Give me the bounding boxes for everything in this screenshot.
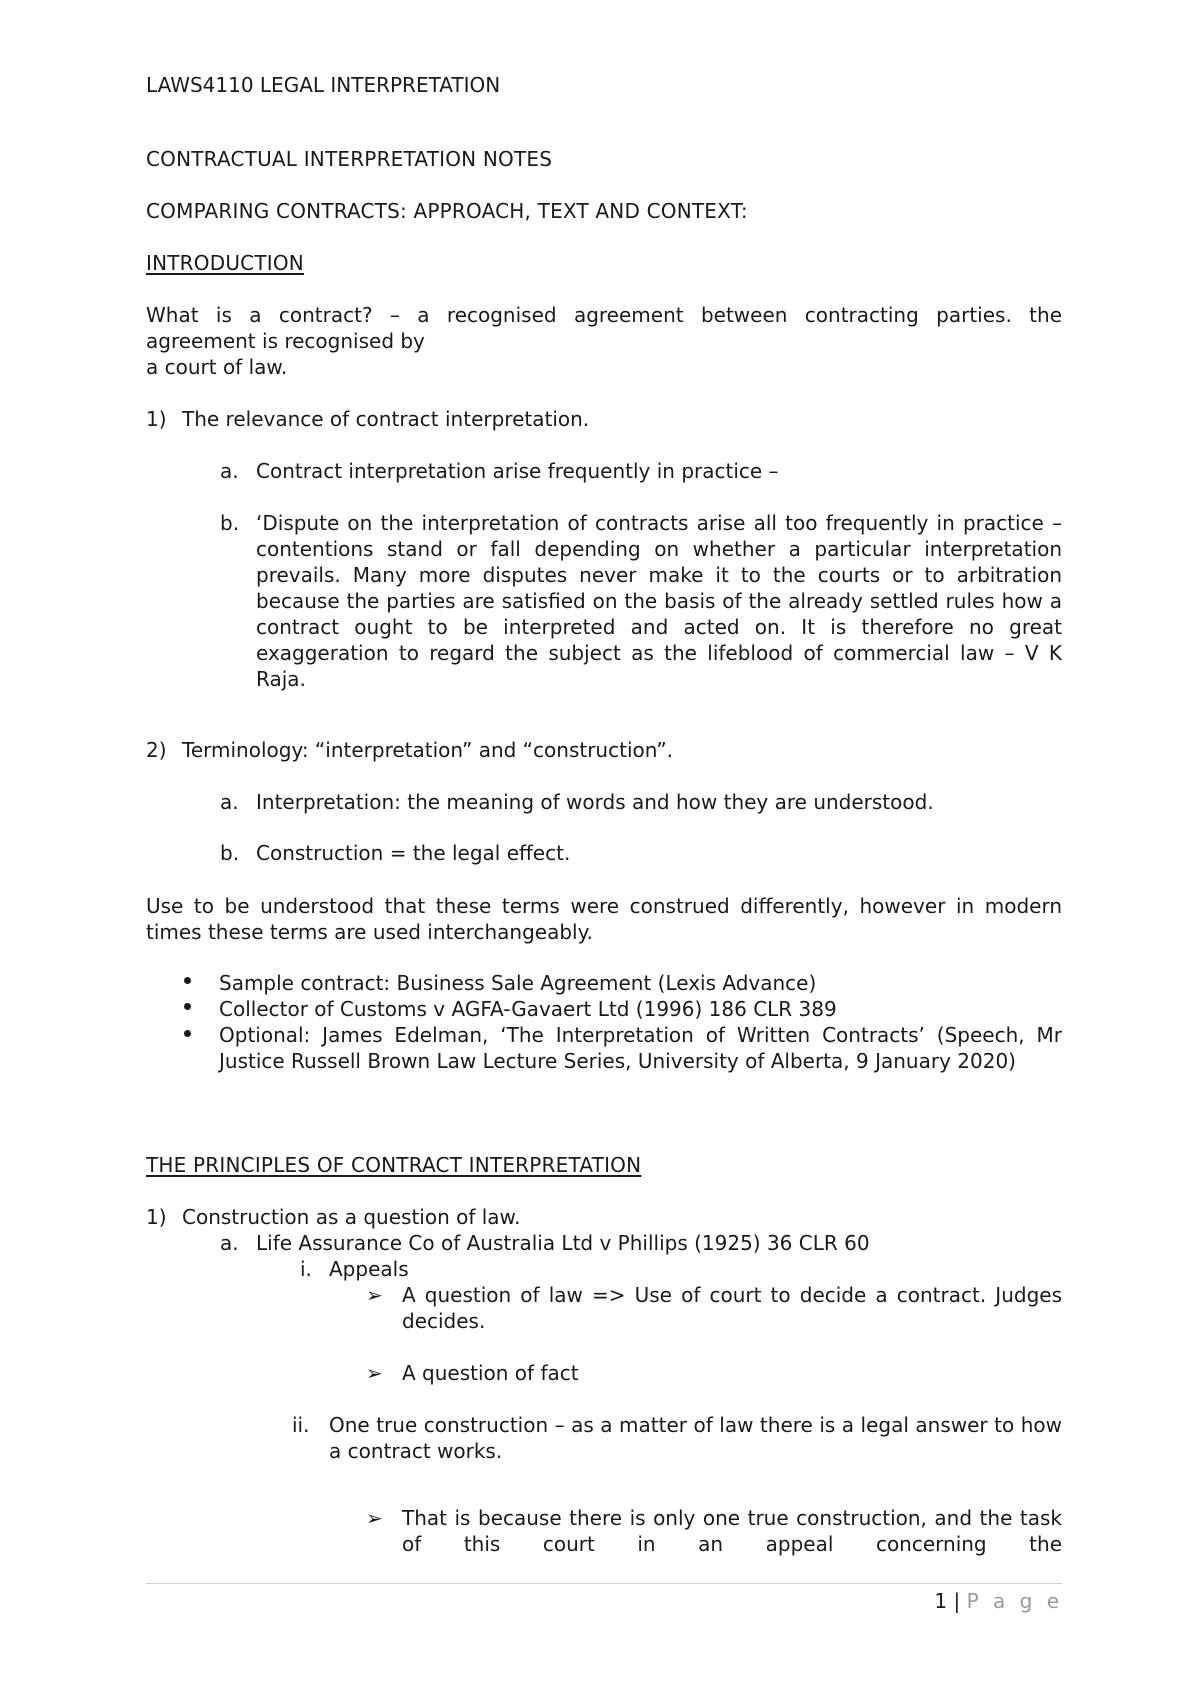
intro-line-1: What is a contract? – a recognised agreement between contracting parties. the [146, 303, 1062, 327]
section1-a-text: Contract interpretation arise frequently in practice – [256, 459, 779, 483]
principles-text: Construction as a question of law. [182, 1205, 521, 1229]
introduction-heading: INTRODUCTION [146, 251, 304, 275]
page-separator: | [953, 1589, 961, 1613]
bullet-dot [184, 1003, 191, 1010]
section1-text: The relevance of contract interpretation. [182, 407, 590, 431]
footer-rule [146, 1583, 1062, 1584]
principles-ii-text: One true construction – as a matter of law there is a legal answer to how a contract works. [329, 1413, 1062, 1463]
section2-b-text: Construction = the legal effect. [256, 841, 571, 865]
bullet-dot [184, 1030, 191, 1037]
principles-ii-marker: ii. [292, 1413, 310, 1437]
arrow-item-1: A question of law => Use of court to decide a contract. Judges decides. [402, 1283, 1062, 1333]
arrow-bullet-icon: ➢ [366, 1361, 383, 1385]
comparing-heading: COMPARING CONTRACTS: APPROACH, TEXT AND CONTEXT: [146, 199, 748, 223]
section2-a-text: Interpretation: the meaning of words and how they are understood. [256, 790, 934, 814]
notes-title: CONTRACTUAL INTERPRETATION NOTES [146, 147, 553, 171]
principles-heading: THE PRINCIPLES OF CONTRACT INTERPRETATION [146, 1153, 642, 1177]
section2-a-marker: a. [220, 790, 239, 814]
bullet-item-1: Sample contract: Business Sale Agreement (Lexis Advance) [219, 971, 817, 995]
page-number: 1 [934, 1589, 948, 1613]
bullet-item-3: Optional: James Edelman, ‘The Interpretation of Written Contracts’ (Speech, Mr Justice Russell Brown Law Lecture Series, University of Alberta, 9 January 2020) [219, 1023, 1062, 1073]
page-label: P a g e [966, 1589, 1063, 1613]
course-header: LAWS4110 LEGAL INTERPRETATION [146, 73, 501, 97]
section2-text: Terminology: “interpretation” and “construction”. [182, 738, 674, 762]
section1-number: 1) [146, 407, 167, 431]
arrow-item-3: That is because there is only one true construction, and the task of this court in an appeal concerning the [402, 1506, 1062, 1556]
section1-b-quote: ‘Dispute on the interpretation of contracts arise all too frequently in practice – contentions stand or fall depending on whether a particular interpretation prevails. Many more disputes never make it to the courts or to arbitration because the parties are satisfied on the basis of the already settled rules how a contract ought to be interpreted and acted on. It is therefore no great exaggeration to regard the subject as the lifeblood of commercial law – V K Raja. [256, 511, 1062, 691]
arrow-item-2: A question of fact [402, 1361, 579, 1385]
intro-line-3: a court of law. [146, 355, 288, 379]
arrow-bullet-icon: ➢ [366, 1506, 383, 1530]
bullet-item-2: Collector of Customs v AGFA-Gavaert Ltd (1996) 186 CLR 389 [219, 997, 837, 1021]
principles-a-text: Life Assurance Co of Australia Ltd v Phillips (1925) 36 CLR 60 [256, 1231, 870, 1255]
section1-a-marker: a. [220, 459, 239, 483]
arrow-bullet-icon: ➢ [366, 1283, 383, 1307]
intro-line-2: agreement is recognised by [146, 329, 425, 353]
principles-number: 1) [146, 1205, 167, 1229]
principles-i-text: Appeals [329, 1257, 409, 1281]
section1-b-marker: b. [220, 511, 240, 535]
section2-b-marker: b. [220, 841, 240, 865]
page-footer [934, 1588, 1063, 1614]
principles-i-marker: i. [300, 1257, 312, 1281]
principles-a-marker: a. [220, 1231, 239, 1255]
section2-number: 2) [146, 738, 167, 762]
bullet-dot [184, 977, 191, 984]
usage-paragraph: Use to be understood that these terms were construed differently, however in modern times these terms are used interchangeably. [146, 894, 1062, 944]
